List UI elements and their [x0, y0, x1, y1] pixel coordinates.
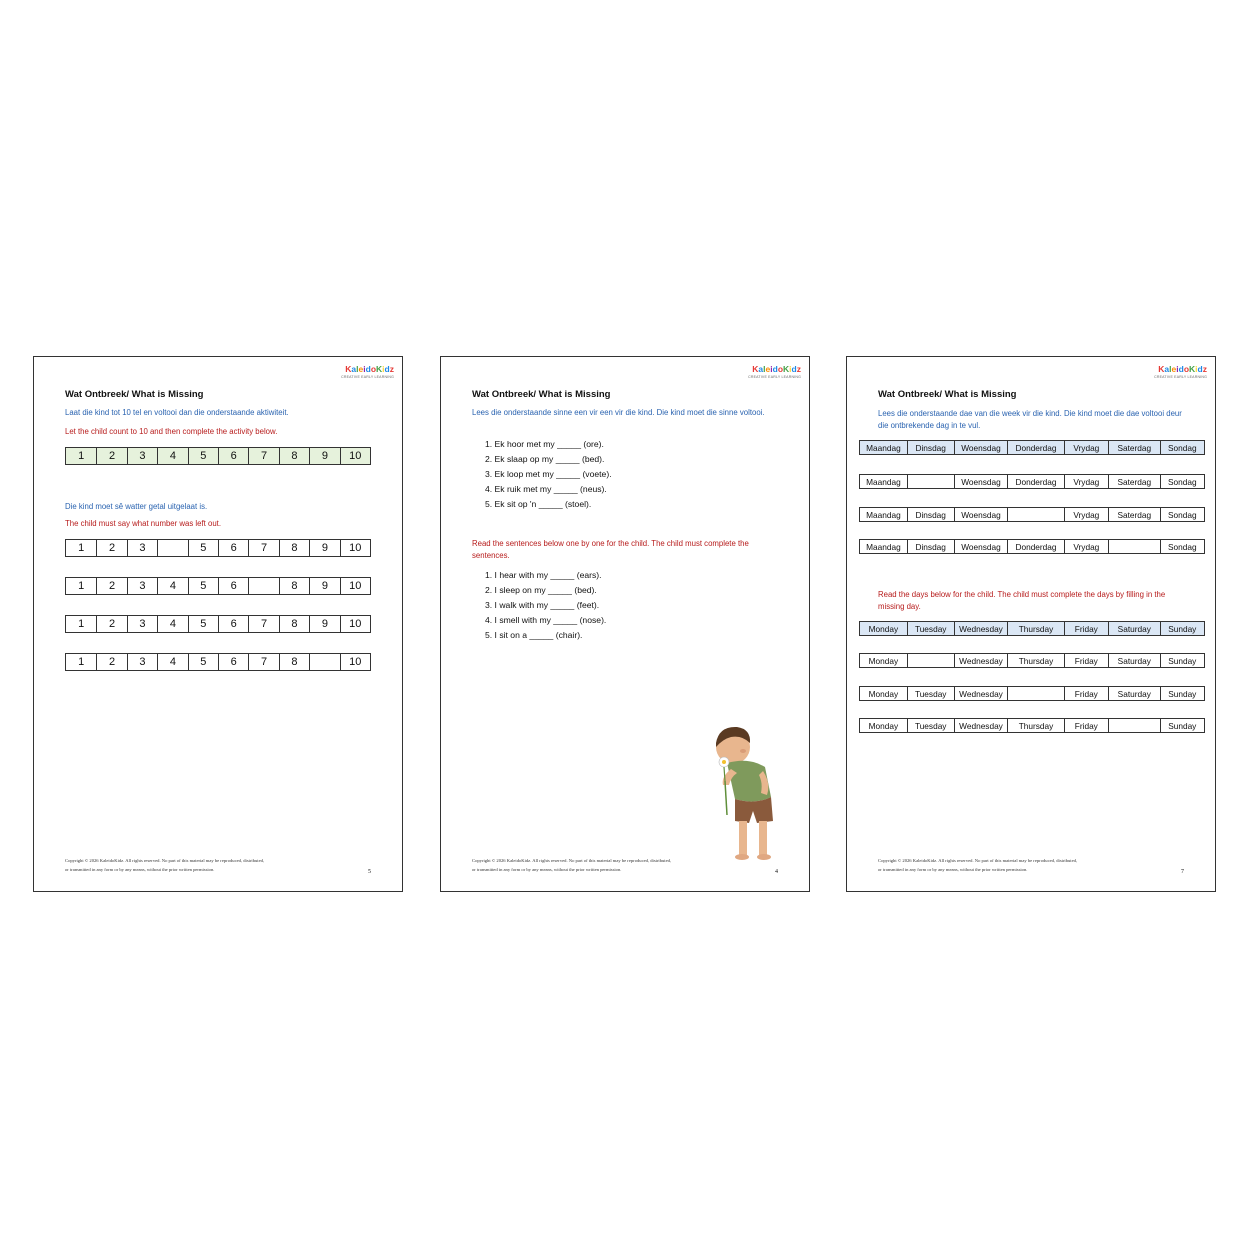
logo-letter: d	[791, 364, 797, 374]
grid-cell: Vrydag	[1064, 508, 1108, 521]
copyright-line: Copyright © 2026 KaleidoKidz. All rights reserved. No part of this material may be reproduced, distributed,	[878, 858, 1078, 863]
grid-cell: 2	[96, 654, 126, 670]
grid-cell: Vrydag	[1064, 441, 1108, 454]
page-title: Wat Ontbreek/ What is Missing	[65, 389, 204, 400]
sentence-af-2: 2. Ek slaap op my _____ (bed).	[485, 454, 605, 464]
grid-cell: Monday	[868, 720, 899, 731]
days-row-complete-en	[859, 621, 1205, 636]
blank-answer-cell	[1108, 719, 1159, 732]
grid-cell: 1	[78, 450, 85, 462]
logo-letter: d	[772, 364, 778, 374]
logo-letter: i	[1195, 364, 1198, 374]
kaleidokidz-logo	[341, 364, 394, 379]
logo-letter: e	[1171, 364, 1177, 374]
grid-cell: 7	[248, 654, 278, 670]
page-number: 4	[775, 869, 778, 875]
grid-cell: 6	[218, 654, 248, 670]
grid-cell: Maandag	[866, 442, 901, 453]
grid-cell: Saturday	[1108, 622, 1159, 635]
grid-cell: Sunday	[1160, 687, 1204, 700]
blank-answer-cell	[1007, 508, 1063, 521]
logo-letter: i	[770, 364, 773, 374]
instruction-english: Let the child count to 10 and then complete the activity below.	[65, 427, 278, 436]
grid-cell: 2	[96, 448, 126, 464]
blank-answer-cell	[1007, 687, 1063, 700]
days-row-missing-en	[859, 718, 1205, 733]
sentence-en-4: 4. I smell with my _____ (nose).	[485, 615, 607, 625]
grid-cell: Donderdag	[1007, 475, 1063, 488]
grid-cell: Donderdag	[1007, 441, 1063, 454]
days-row-missing-en	[859, 686, 1205, 701]
logo-letter: o	[1183, 364, 1190, 374]
grid-cell: 4	[157, 448, 187, 464]
grid-cell: Saturday	[1108, 654, 1159, 667]
grid-cell: 6	[218, 616, 248, 632]
grid-cell: 2	[96, 616, 126, 632]
logo-letter: z	[389, 364, 394, 374]
grid-cell: Tuesday	[907, 622, 954, 635]
worksheet-page-numbers	[33, 356, 403, 892]
grid-cell: 10	[340, 448, 370, 464]
copyright-line: Copyright © 2026 KaleidoKidz. All rights reserved. No part of this material may be reproduced, distributed,	[472, 858, 672, 863]
blank-answer-cell	[157, 540, 187, 556]
grid-cell: Maandag	[866, 541, 901, 552]
grid-cell: Friday	[1064, 687, 1108, 700]
logo-letter: l	[763, 364, 766, 374]
grid-cell: 7	[248, 616, 278, 632]
blank-answer-cell	[907, 654, 954, 667]
sentence-en-5: 5. I sit on a _____ (chair).	[485, 630, 583, 640]
grid-cell: Donderdag	[1007, 540, 1063, 553]
grid-cell: 6	[218, 578, 248, 594]
instruction2-afrikaans: Die kind moet sê watter getal uitgelaat is.	[65, 502, 208, 511]
grid-cell: 1	[78, 542, 85, 554]
copyright-line: or transmitted in any form or by any means, without the prior written permission.	[65, 867, 215, 872]
grid-cell: 8	[279, 448, 309, 464]
grid-cell: 3	[127, 448, 157, 464]
logo-letter: d	[1197, 364, 1203, 374]
days-row-missing-af	[859, 539, 1205, 554]
logo-letter: z	[1202, 364, 1207, 374]
grid-cell: Thursday	[1007, 622, 1063, 635]
grid-cell: Thursday	[1007, 719, 1063, 732]
grid-cell: 4	[157, 578, 187, 594]
grid-cell: 4	[157, 616, 187, 632]
page-number: 5	[368, 869, 371, 875]
grid-cell: Sunday	[1160, 654, 1204, 667]
grid-cell: 5	[188, 616, 218, 632]
logo-tagline: CREATIVE EARLY LEARNING	[341, 375, 394, 379]
sentence-en-1: 1. I hear with my _____ (ears).	[485, 570, 602, 580]
grid-cell: 1	[78, 618, 85, 630]
logo-letter: K	[783, 364, 790, 374]
logo-letter: e	[765, 364, 771, 374]
grid-cell: 7	[248, 448, 278, 464]
grid-cell: Wednesday	[954, 719, 1008, 732]
grid-cell: Dinsdag	[907, 540, 954, 553]
worksheet-page-days	[846, 356, 1216, 892]
blank-answer-cell	[309, 654, 339, 670]
number-row-complete	[65, 447, 371, 465]
copyright-footer	[65, 856, 264, 874]
logo-tagline: CREATIVE EARLY LEARNING	[748, 375, 801, 379]
grid-cell: 8	[279, 616, 309, 632]
instruction-english: Read the sentences below one by one for the child. The child must complete the sentences.	[472, 539, 749, 560]
grid-cell: Maandag	[866, 476, 901, 487]
kaleidokidz-logo	[1154, 364, 1207, 379]
logo-letter: a	[1164, 364, 1170, 374]
sentence-af-5: 5. Ek sit op 'n _____ (stoel).	[485, 499, 592, 509]
logo-letter: o	[370, 364, 377, 374]
grid-cell: Dinsdag	[907, 441, 954, 454]
grid-cell: Sondag	[1160, 540, 1204, 553]
logo-letter: d	[365, 364, 371, 374]
copyright-footer	[878, 856, 1077, 874]
grid-cell: Tuesday	[907, 719, 954, 732]
grid-cell: Sondag	[1160, 475, 1204, 488]
grid-cell: 2	[96, 540, 126, 556]
grid-cell: Sunday	[1160, 719, 1204, 732]
logo-letter: K	[1189, 364, 1196, 374]
logo-letter: K	[1158, 364, 1165, 374]
grid-cell: Woensdag	[954, 475, 1008, 488]
instruction-afrikaans: Lees die onderstaande sinne een vir een vir die kind. Die kind moet die sinne voltooi.	[472, 408, 765, 417]
grid-cell: Monday	[868, 688, 899, 699]
logo-letter: i	[382, 364, 385, 374]
grid-cell: Friday	[1064, 622, 1108, 635]
grid-cell: 9	[309, 578, 339, 594]
grid-cell: Woensdag	[954, 508, 1008, 521]
page-title: Wat Ontbreek/ What is Missing	[878, 389, 1017, 400]
copyright-footer	[472, 856, 671, 874]
logo-wordmark	[752, 364, 801, 374]
grid-cell: Dinsdag	[907, 508, 954, 521]
grid-cell: 6	[218, 540, 248, 556]
grid-cell: 10	[340, 540, 370, 556]
grid-cell: 4	[157, 654, 187, 670]
copyright-line: or transmitted in any form or by any means, without the prior written permission.	[472, 867, 622, 872]
grid-cell: Sondag	[1160, 441, 1204, 454]
number-row-missing	[65, 615, 371, 633]
number-row-missing	[65, 539, 371, 557]
worksheet-page-sentences	[440, 356, 810, 892]
copyright-line: or transmitted in any form or by any means, without the prior written permission.	[878, 867, 1028, 872]
grid-cell: 9	[309, 540, 339, 556]
grid-cell: 5	[188, 540, 218, 556]
number-row-missing	[65, 653, 371, 671]
grid-cell: 8	[279, 540, 309, 556]
grid-cell: Thursday	[1007, 654, 1063, 667]
grid-cell: Woensdag	[954, 540, 1008, 553]
logo-letter: z	[796, 364, 801, 374]
days-row-missing-en	[859, 653, 1205, 668]
logo-letter: e	[358, 364, 364, 374]
grid-cell: 1	[78, 656, 85, 668]
logo-letter: o	[777, 364, 784, 374]
logo-letter: K	[376, 364, 383, 374]
grid-cell: 10	[340, 654, 370, 670]
grid-cell: Wednesday	[954, 622, 1008, 635]
logo-tagline: CREATIVE EARLY LEARNING	[1154, 375, 1207, 379]
instruction2-english: The child must say what number was left out.	[65, 519, 222, 528]
grid-cell: Saterdag	[1108, 441, 1159, 454]
grid-cell: 10	[340, 616, 370, 632]
grid-cell: 9	[309, 448, 339, 464]
grid-cell: 1	[78, 580, 85, 592]
grid-cell: 5	[188, 578, 218, 594]
grid-cell: 3	[127, 578, 157, 594]
number-row-missing	[65, 577, 371, 595]
sentence-en-2: 2. I sleep on my _____ (bed).	[485, 585, 597, 595]
grid-cell: 5	[188, 448, 218, 464]
logo-letter: i	[363, 364, 366, 374]
logo-letter: K	[752, 364, 759, 374]
logo-letter: a	[351, 364, 357, 374]
kaleidokidz-logo	[748, 364, 801, 379]
sentence-af-3: 3. Ek loop met my _____ (voete).	[485, 469, 612, 479]
grid-cell: Wednesday	[954, 687, 1008, 700]
blank-answer-cell	[248, 578, 278, 594]
logo-letter: i	[789, 364, 792, 374]
grid-cell: 8	[279, 654, 309, 670]
grid-cell: Monday	[868, 655, 899, 666]
grid-cell: Saturday	[1108, 687, 1159, 700]
grid-cell: Vrydag	[1064, 540, 1108, 553]
grid-cell: Saterdag	[1108, 475, 1159, 488]
copyright-line: Copyright © 2026 KaleidoKidz. All rights reserved. No part of this material may be reproduced, distributed,	[65, 858, 265, 863]
grid-cell: Sondag	[1160, 508, 1204, 521]
grid-cell: Maandag	[866, 509, 901, 520]
grid-cell: Vrydag	[1064, 475, 1108, 488]
grid-cell: Friday	[1064, 719, 1108, 732]
grid-cell: 9	[309, 616, 339, 632]
grid-cell: 5	[188, 654, 218, 670]
logo-letter: i	[1176, 364, 1179, 374]
boy-smelling-flower-illustration	[709, 723, 789, 865]
grid-cell: 8	[279, 578, 309, 594]
logo-letter: d	[1178, 364, 1184, 374]
logo-letter: l	[356, 364, 359, 374]
sentence-af-4: 4. Ek ruik met my _____ (neus).	[485, 484, 607, 494]
sentence-en-3: 3. I walk with my _____ (feet).	[485, 600, 600, 610]
instruction-afrikaans: Lees die onderstaande dae van die week vir die kind. Die kind moet die dae voltooi deur die ontbrekende dag in te vul.	[878, 409, 1182, 430]
grid-cell: Wednesday	[954, 654, 1008, 667]
grid-cell: Sunday	[1160, 622, 1204, 635]
blank-answer-cell	[1108, 540, 1159, 553]
logo-letter: d	[384, 364, 390, 374]
grid-cell: 3	[127, 616, 157, 632]
blank-answer-cell	[907, 475, 954, 488]
grid-cell: Friday	[1064, 654, 1108, 667]
logo-letter: l	[1169, 364, 1172, 374]
logo-wordmark	[1158, 364, 1207, 374]
logo-letter: K	[345, 364, 352, 374]
grid-cell: 7	[248, 540, 278, 556]
grid-cell: Monday	[868, 623, 899, 634]
instruction-afrikaans: Laat die kind tot 10 tel en voltooi dan die onderstaande aktiwiteit.	[65, 408, 289, 417]
sentence-af-1: 1. Ek hoor met my _____ (ore).	[485, 439, 604, 449]
grid-cell: 6	[218, 448, 248, 464]
grid-cell: Saterdag	[1108, 508, 1159, 521]
days-row-missing-af	[859, 507, 1205, 522]
logo-wordmark	[345, 364, 394, 374]
grid-cell: 3	[127, 654, 157, 670]
grid-cell: Tuesday	[907, 687, 954, 700]
days-row-complete-af	[859, 440, 1205, 455]
logo-letter: a	[758, 364, 764, 374]
page-title: Wat Ontbreek/ What is Missing	[472, 389, 611, 400]
grid-cell: Woensdag	[954, 441, 1008, 454]
page-number: 7	[1181, 869, 1184, 875]
instruction-english: Read the days below for the child. The child must complete the days by filling in the missing day.	[878, 590, 1166, 611]
days-row-missing-af	[859, 474, 1205, 489]
grid-cell: 10	[340, 578, 370, 594]
grid-cell: 2	[96, 578, 126, 594]
grid-cell: 3	[127, 540, 157, 556]
